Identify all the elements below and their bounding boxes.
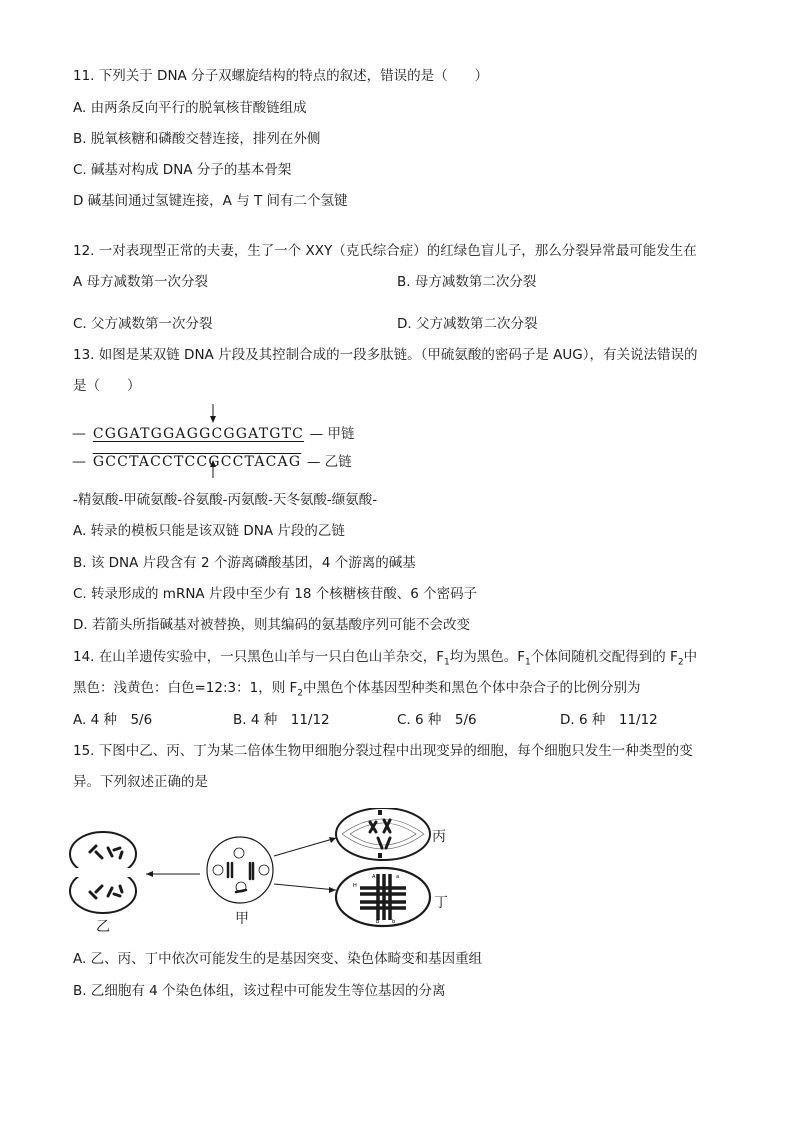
strand-yi-sequence: GCCTACCTCCGCCTACAG [92,454,302,470]
q11-option-a: A. 由两条反向平行的脱氧核苷酸链组成 [73,100,307,116]
q14-text-2: 均为黑色。F [449,649,526,665]
q12-stem: 12. 一对表现型正常的夫妻，生了一个 XXY（克氏综合症）的红绿色盲儿子，那么分裂异常最可能发生在 [73,243,697,259]
q13-option-d: D. 若箭头所指碱基对被替换，则其编码的氨基酸序列可能不会改变 [73,617,470,633]
dna-arrows [205,402,225,482]
svg-text:b: b [392,919,396,925]
strand-yi-dash: — [72,454,88,470]
q14-option-d: D. 6 种 11/12 [560,712,658,728]
cell-ding-diagram [336,868,430,926]
q15-stem-line2: 异。下列叙述正确的是 [73,774,208,790]
q12-option-c: C. 父方减数第一次分裂 [73,316,213,332]
q12-option-a: A 母方减数第一次分裂 [73,274,209,290]
q14-text-5: 黑色：浅黄色：白色=12:3：1，则 F [73,680,298,696]
dna-strand-yi [72,450,352,470]
svg-text:A: A [372,874,376,880]
q15-stem-line1: 15. 下图中乙、丙、丁为某二倍体生物甲细胞分裂过程中出现变异的细胞，每个细胞只发生一种类型的变 [73,743,693,759]
q15-option-a: A. 乙、丙、丁中依次可能发生的是基因突变、染色体畸变和基因重组 [73,951,483,967]
q14-sub-4: 2 [297,688,304,699]
q14-text-1: 14. 在山羊遗传实验中，一只黑色山羊与一只白色山羊杂交，F [73,649,445,665]
q14-sub-3: 2 [677,657,684,668]
strand-jia-dash: — [72,426,88,442]
strand-jia-sequence: CGGATGGAGGCGGATGTC [92,426,305,442]
cell-division-figure [60,808,460,933]
q13-peptide-chain: -精氨酸-甲硫氨酸-谷氨酸-丙氨酸-天冬氨酸-缬氨酸- [73,492,378,508]
svg-text:a: a [396,874,400,880]
q11-stem: 11. 下列关于 DNA 分子双螺旋结构的特点的叙述，错误的是（ ） [73,68,489,84]
cell-diagram-svg [60,808,460,933]
dna-strand-jia [72,422,355,442]
q11-option-b: B. 脱氧核糖和磷酸交替连接，排列在外侧 [73,131,321,147]
q13-stem-line2: 是（ ） [73,378,141,394]
q14-option-b: B. 4 种 11/12 [233,712,330,728]
q14-stem-line1 [73,648,697,672]
fig-label-bing: 丙 [432,829,446,845]
cell-jia-diagram [207,837,273,903]
q12-option-d: D. 父方减数第二次分裂 [397,316,538,332]
cell-yi-diagram [70,832,136,913]
q14-text-3: 个体间随机交配得到的 F [530,649,678,665]
q14-sub-1: 1 [444,657,450,668]
q13-stem-line1: 13. 如图是某双链 DNA 片段及其控制合成的一段多肽链。（甲硫氨酸的密码子是 AUG），有关说法错误的 [73,347,698,363]
strand-yi-label: — 乙链 [306,454,352,470]
q13-option-b: B. 该 DNA 片段含有 2 个游离磷酸基团，4 个游离的碱基 [73,555,416,571]
q12-option-b: B. 母方减数第二次分裂 [397,274,537,290]
q14-stem-line2 [73,679,641,703]
q14-option-c: C. 6 种 5/6 [397,712,477,728]
down-arrow-icon [210,404,216,423]
cell-bing-diagram [336,808,430,860]
svg-text:H: H [353,883,357,889]
fig-label-ding: 丁 [434,895,448,911]
q13-option-c: C. 转录形成的 mRNA 片段中至少有 18 个核糖核苷酸、6 个密码子 [73,586,478,602]
q14-sub-2: 1 [525,657,531,668]
q13-option-a: A. 转录的模板只能是该双链 DNA 片段的乙链 [73,523,345,539]
q11-option-c: C. 碱基对构成 DNA 分子的基本骨架 [73,162,292,178]
fig-label-yi: 乙 [96,919,110,935]
strand-jia-label: — 甲链 [309,426,355,442]
q14-text-4: 中 [683,649,698,665]
q15-option-b: B. 乙细胞有 4 个染色体组，该过程中可能发生等位基因的分离 [73,983,446,999]
q14-option-a: A. 4 种 5/6 [73,712,153,728]
svg-text:B: B [376,919,380,925]
q14-text-6: 中黑色个体基因型种类和黑色个体中杂合子的比例分别为 [303,680,641,696]
fig-label-jia: 甲 [235,911,249,927]
q11-option-d: D 碱基间通过氢键连接，A 与 T 间有二个氢键 [73,193,348,209]
